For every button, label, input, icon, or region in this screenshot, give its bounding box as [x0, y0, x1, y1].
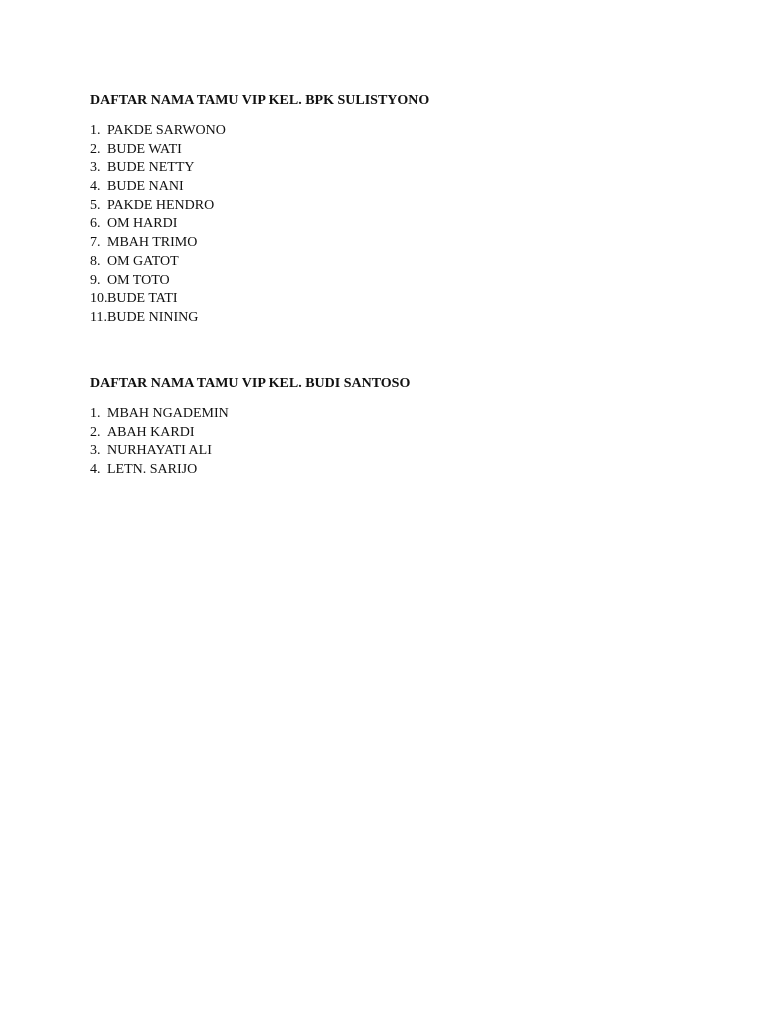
guest-name: OM TOTO: [107, 272, 170, 288]
list-item: [90, 290, 690, 309]
guest-name: BUDE NANI: [107, 179, 184, 195]
guest-name: PAKDE SARWONO: [107, 123, 226, 138]
item-number: 8.: [90, 253, 101, 269]
item-number: 9.: [90, 272, 101, 288]
item-number: 4.: [90, 179, 101, 195]
item-number: 6.: [90, 216, 101, 232]
list-item: [90, 234, 690, 253]
item-number: 1.: [90, 123, 101, 138]
guest-list-section-sulistyono: [90, 92, 690, 328]
item-number: 2.: [90, 424, 101, 440]
item-number: 4.: [90, 462, 101, 478]
guest-list: [90, 122, 690, 328]
guest-list-section-budi-santoso: [90, 375, 690, 480]
guest-name: OM GATOT: [107, 253, 179, 269]
item-number: 5.: [90, 197, 101, 213]
section-heading: DAFTAR NAMA TAMU VIP KEL. BUDI SANTOSO: [90, 376, 411, 391]
guest-name: BUDE WATI: [107, 141, 182, 157]
guest-name: OM HARDI: [107, 216, 178, 232]
list-item: [90, 215, 690, 234]
guest-name: PAKDE HENDRO: [107, 197, 215, 213]
list-item: [90, 178, 690, 197]
list-item: [90, 309, 690, 328]
item-number: 3.: [90, 160, 101, 176]
guest-name: MBAH NGADEMIN: [107, 406, 229, 421]
guest-name: BUDE NINING: [107, 309, 199, 325]
guest-name: BUDE NETTY: [107, 160, 195, 176]
item-number: 1.: [90, 406, 101, 421]
list-item: [90, 461, 690, 480]
guest-name: LETN. SARIJO: [107, 462, 198, 478]
list-item: [90, 442, 690, 461]
item-number: 10.: [90, 291, 108, 307]
guest-name: NURHAYATI ALI: [107, 443, 212, 459]
list-item: [90, 424, 690, 443]
item-number: 11.: [90, 309, 107, 325]
list-item: [90, 253, 690, 272]
list-item: [90, 159, 690, 178]
list-item: [90, 272, 690, 291]
guest-name: BUDE TATI: [107, 291, 178, 307]
list-item: [90, 122, 690, 141]
list-item: [90, 197, 690, 216]
list-item: [90, 405, 690, 424]
section-heading: DAFTAR NAMA TAMU VIP KEL. BPK SULISTYONO: [90, 93, 430, 108]
guest-name: ABAH KARDI: [107, 424, 195, 440]
item-number: 7.: [90, 235, 101, 251]
guest-name: MBAH TRIMO: [107, 235, 198, 251]
item-number: 2.: [90, 141, 101, 157]
item-number: 3.: [90, 443, 101, 459]
guest-list: [90, 405, 690, 480]
list-item: [90, 141, 690, 160]
